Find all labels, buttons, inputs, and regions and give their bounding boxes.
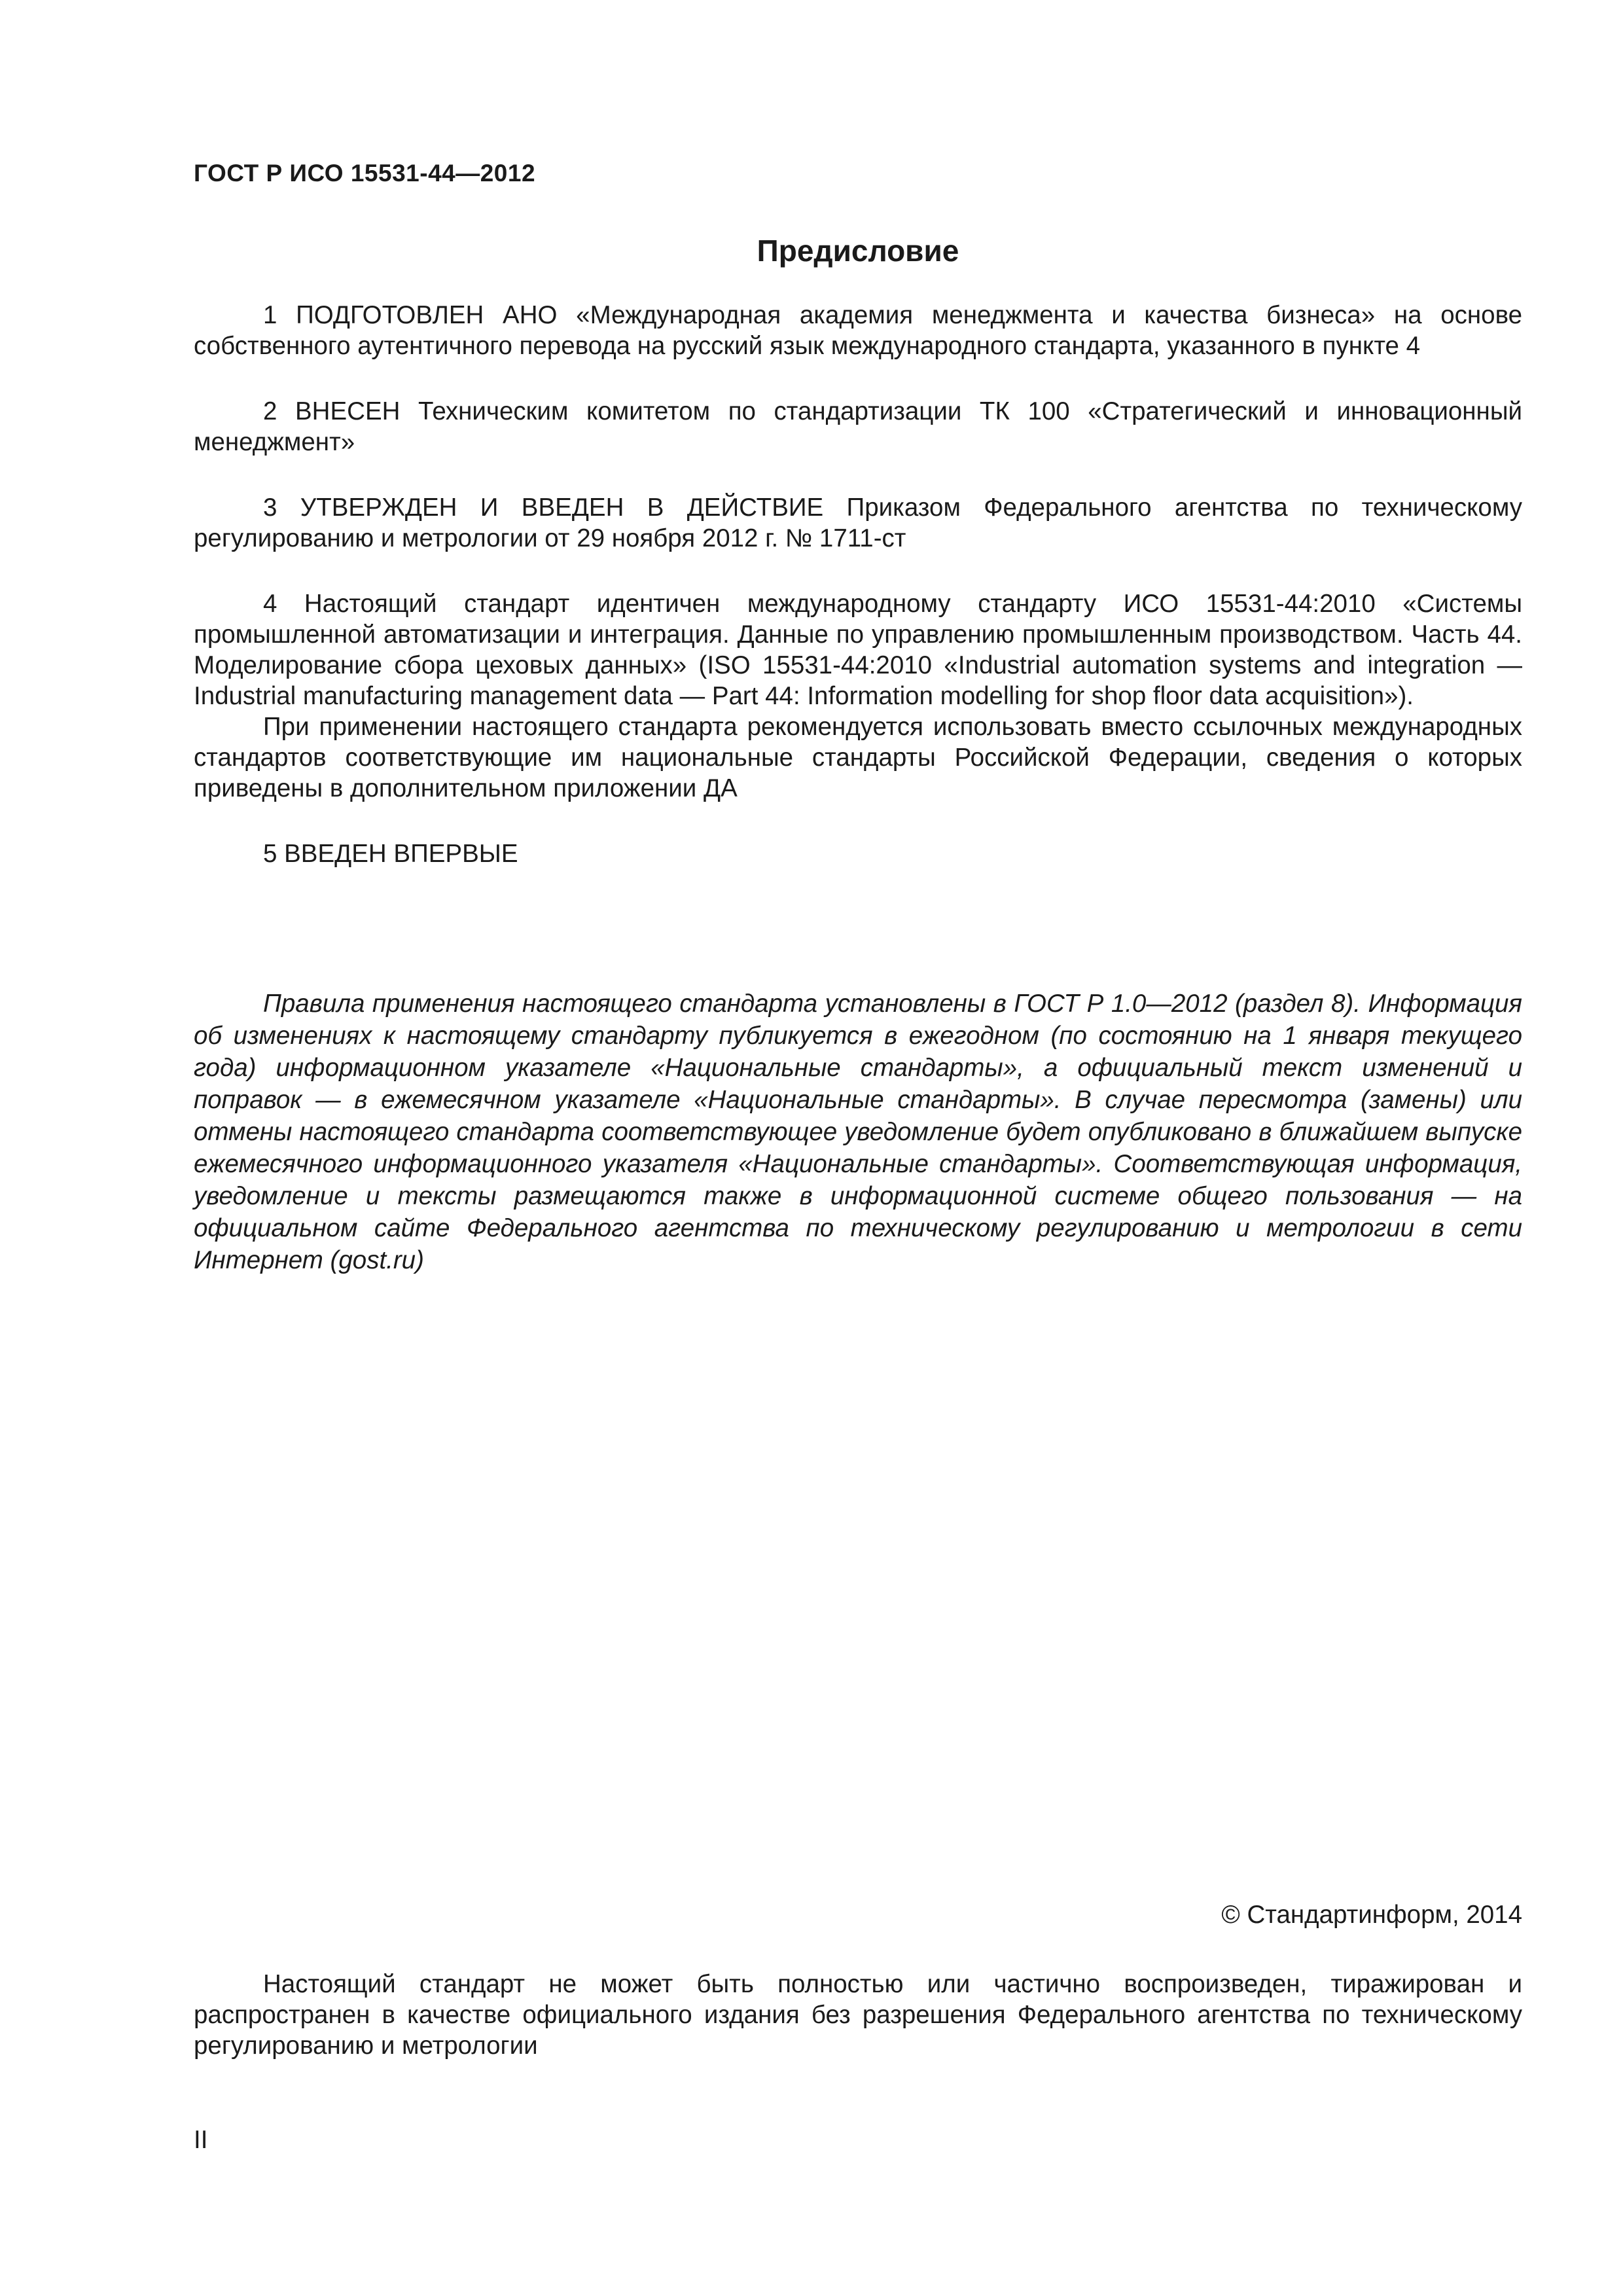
preface-body <box>194 300 1522 869</box>
reproduction-restriction: Настоящий стандарт не может быть полностью или частично воспроизведен, тиражирован и распространен в качестве официального издания без разрешения Федерального агентства по техническому регулированию и метрологии <box>194 1970 1522 2060</box>
preface-item-3: 3 УТВЕРЖДЕН И ВВЕДЕН В ДЕЙСТВИЕ Приказом Федерального агентства по техническому регулированию и метрологии от 29 ноября 2012 г. № 1711-ст <box>194 493 1522 552</box>
preface-item-4-note: При применении настоящего стандарта рекомендуется использовать вместо ссылочных международных стандартов соответствующие им национальные стандарты Российской Федерации, сведения о которых приведены в дополнительном приложении ДА <box>194 713 1522 802</box>
page-title: Предисловие <box>757 234 959 268</box>
preface-item-5: 5 ВВЕДЕН ВПЕРВЫЕ <box>263 840 518 868</box>
preface-item-1: 1 ПОДГОТОВЛЕН АНО «Международная академия менеджмента и качества бизнеса» на основе собственного аутентичного перевода на русский язык международного стандарта, указанного в пункте 4 <box>194 301 1522 360</box>
page-number: II <box>194 2126 208 2154</box>
preface-item-2: 2 ВНЕСЕН Техническим комитетом по стандартизации ТК 100 «Стратегический и инновационный менеджмент» <box>194 397 1522 456</box>
application-rules-notice: Правила применения настоящего стандарта установлены в ГОСТ Р 1.0—2012 (раздел 8). Информация об изменениях к настоящему стандарту публикуется в ежегодном (по состоянию на 1 января текущего года) информационном указателе «Национальные стандарты», а официальный текст изменений и поправок — в ежемесячном указателе «Национальные стандарты». В случае пересмотра (замены) или отмены настоящего стандарта соответствующее уведомление будет опубликовано в ближайшем выпуске ежемесячного информационного указателя «Национальные стандарты». Соответствующая информация, уведомление и тексты размещаются также в информационной системе общего пользования — на официальном сайте Федерального агентства по техническому регулированию и метрологии в сети Интернет (gost.ru) <box>194 990 1522 1274</box>
preface-item-4: 4 Настоящий стандарт идентичен международному стандарту ИСО 15531-44:2010 «Системы промышленной автоматизации и интеграция. Данные по управлению промышленным производством. Часть 44. Моделирование сбора цеховых данных» (ISO 15531-44:2010 «Industrial automation systems and integration — Industrial manufacturing management data — Part 44: Information modelling for shop floor data acquisition»). <box>194 590 1522 710</box>
copyright-line: © Стандартинформ, 2014 <box>1221 1901 1522 1929</box>
document-code: ГОСТ Р ИСО 15531-44—2012 <box>194 160 536 187</box>
